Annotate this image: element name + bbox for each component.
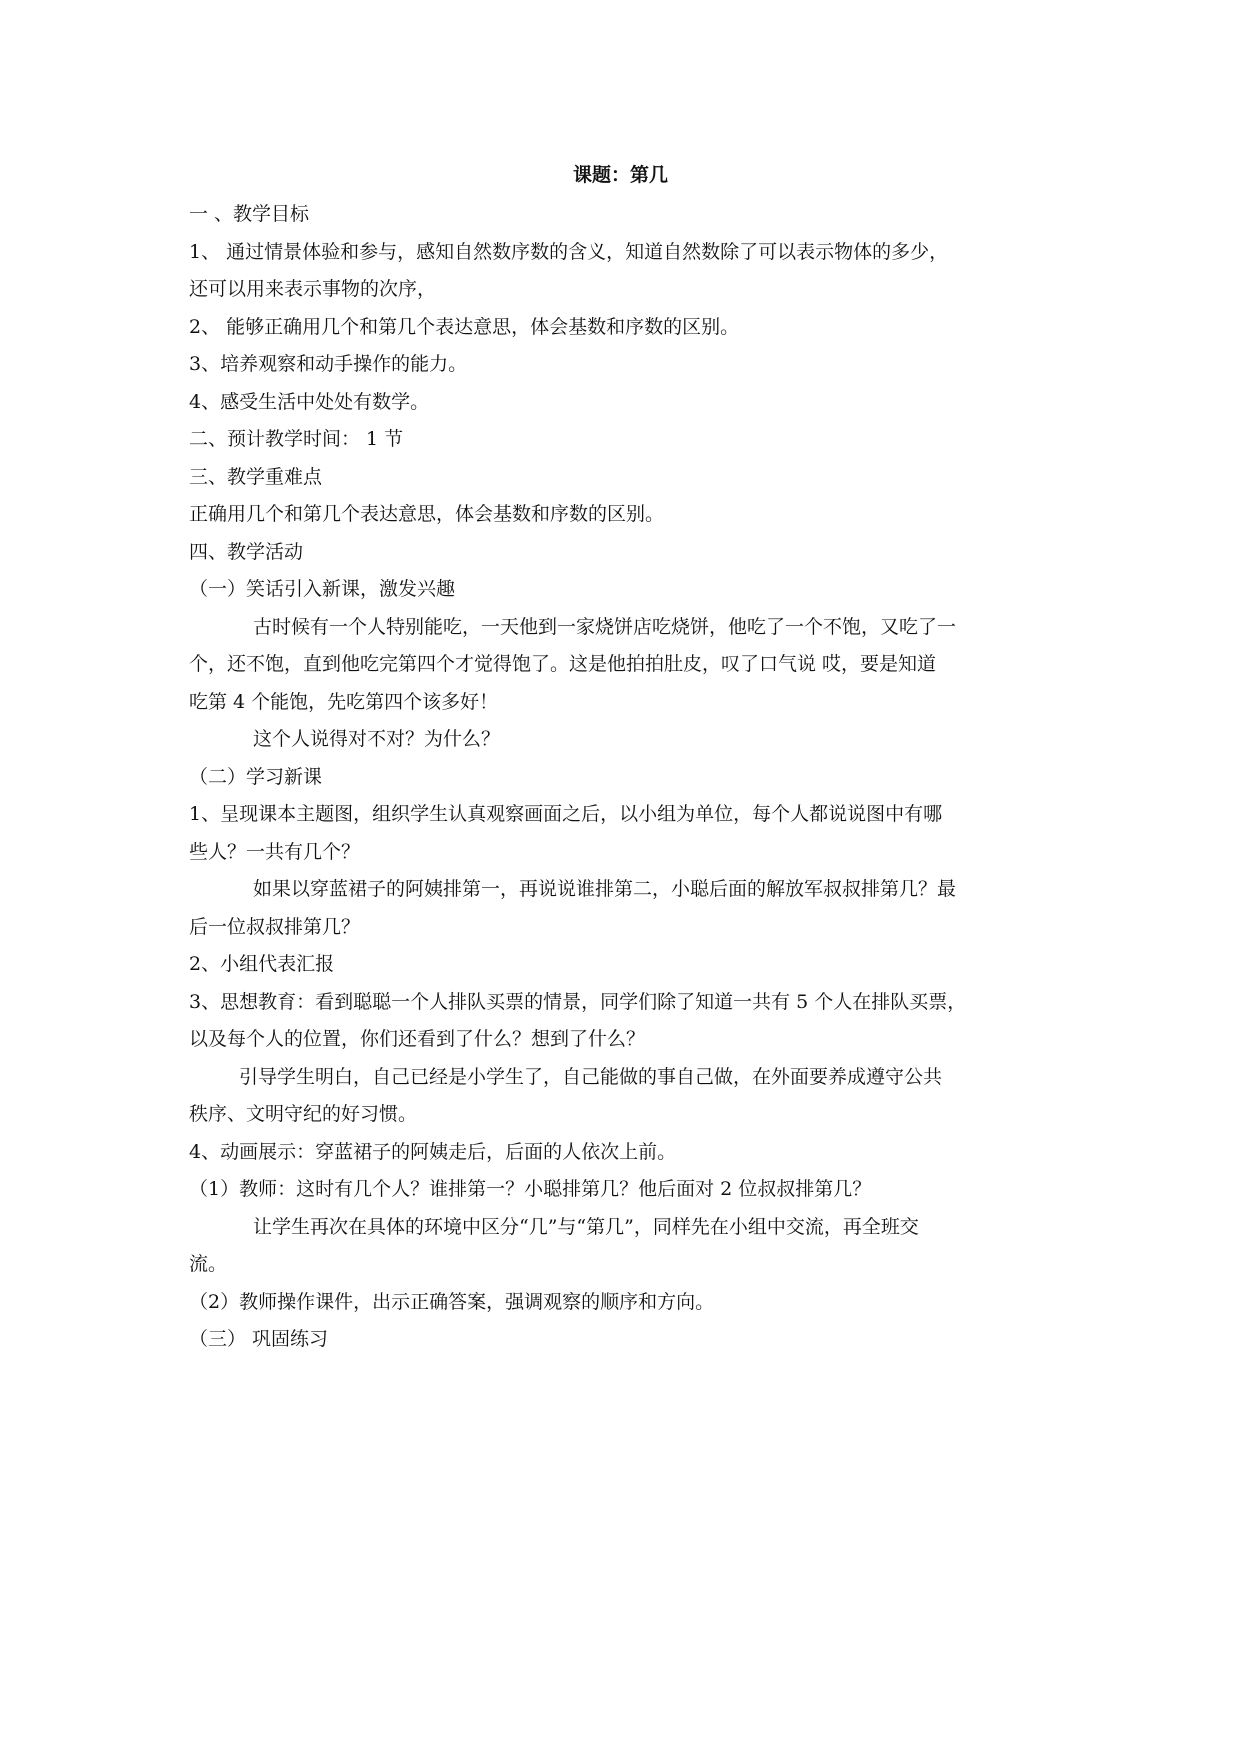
story-line-2: 个，还不饱，直到他吃完第四个才觉得饱了。这是他拍拍肚皮，叹了口气说 哎，要是知道 [189, 653, 937, 675]
step-3-line-3: 引导学生明白，自己已经是小学生了，自己能做的事自己做，在外面要养成遵守公共 [239, 1065, 943, 1088]
objective-1-cont: 还可以用来表示事物的次序， [189, 278, 437, 300]
step-1-line-1: 1、呈现课本主题图，组织学生认真观察画面之后，以小组为单位，每个人都说说图中有哪 [189, 803, 943, 825]
step-1-line-4: 后一位叔叔排第几？ [189, 915, 361, 938]
section-heading-time: 二、预计教学时间： 1 节 [189, 428, 404, 450]
objective-4: 4、感受生活中处处有数学。 [189, 390, 430, 413]
section-heading-key-points: 三、教学重难点 [189, 465, 323, 488]
objective-1: 1、 通过情景体验和参与，感知自然数序数的含义，知道自然数除了可以表示物体的多少， [189, 240, 949, 263]
step-3-line-2: 以及每个人的位置，你们还看到了什么？想到了什么？ [189, 1028, 646, 1050]
subheading-intro: （一）笑话引入新课，激发兴趣 [189, 578, 456, 600]
step-1-line-2: 些人？一共有几个？ [189, 840, 361, 863]
step-4-sub-2: （2）教师操作课件，出示正确答案，强调观察的顺序和方向。 [189, 1290, 715, 1313]
subheading-practice: （三） 巩固练习 [189, 1328, 329, 1350]
section-heading-objectives: 一 、教学目标 [189, 203, 310, 225]
section-heading-activities: 四、教学活动 [189, 540, 304, 563]
story-line-1: 古时候有一个人特别能吃，一天他到一家烧饼店吃烧饼，他吃了一个不饱，又吃了一 [253, 615, 957, 638]
step-4-sub-1: （1）教师：这时有几个人？谁排第一？小聪排第几？他后面对 2 位叔叔排第几？ [189, 1178, 872, 1200]
step-3-line-1: 3、思想教育：看到聪聪一个人排队买票的情景，同学们除了知道一共有 5 个人在排队买票， [189, 990, 967, 1013]
objective-3: 3、培养观察和动手操作的能力。 [189, 353, 468, 375]
step-4: 4、动画展示：穿蓝裙子的阿姨走后，后面的人依次上前。 [189, 1140, 677, 1163]
step-4-sub-1-line-2: 让学生再次在具体的环境中区分“几”与“第几”，同样先在小组中交流，再全班交 [253, 1215, 919, 1238]
step-1-line-3: 如果以穿蓝裙子的阿姨排第一，再说说谁排第二，小聪后面的解放军叔叔排第几？最 [253, 878, 957, 900]
document-body [189, 196, 1069, 1359]
key-points-text: 正确用几个和第几个表达意思，体会基数和序数的区别。 [189, 503, 665, 525]
step-4-sub-1-line-3: 流。 [189, 1253, 228, 1275]
story-line-3: 吃第 4 个能饱，先吃第四个该多好！ [189, 690, 499, 713]
objective-2: 2、 能够正确用几个和第几个表达意思，体会基数和序数的区别。 [189, 315, 740, 338]
step-2: 2、小组代表汇报 [189, 953, 335, 975]
step-3-line-4: 秩序、文明守纪的好习惯。 [189, 1103, 418, 1125]
page-title: 课题：第几 [572, 164, 668, 186]
story-question: 这个人说得对不对？为什么？ [253, 728, 501, 750]
subheading-new-lesson: （二）学习新课 [189, 765, 323, 788]
